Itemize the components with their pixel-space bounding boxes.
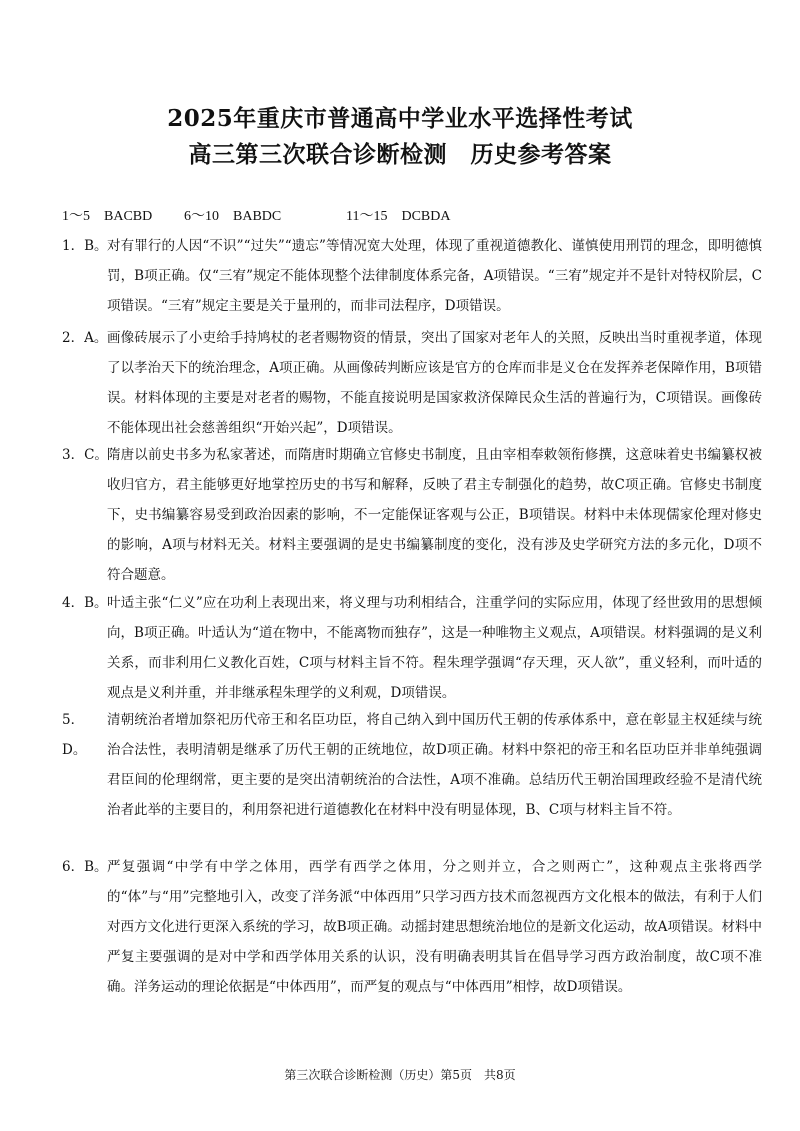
page-footer: 第三次联合诊断检测（历史）第5页 共8页 — [284, 1068, 516, 1082]
question-text: 隋唐以前史书多为私家著述，而隋唐时期确立官修史书制度，且由宰相奉敕领衔修撰，这意味着史书编纂权被收归官方，君主能够更好地掌控历史的书写和解释，反映了君主专制强化的趋势，故C项正确。官修史书制度下，史书编纂容易受到政治因素的影响，不一定能保证客观与公正，B项错误。材料中未体现儒家伦理对修史的影响，A项与材料无关。材料主要强调的是史书编纂制度的变化，没有涉及史学研究方法的多元化，D项不符合题意。 — [107, 447, 762, 583]
question-text: 严复强调“中学有中学之体用，西学有西学之体用，分之则并立，合之则两亡”，这种观点主张将西学的“体”与“用”完整地引入，改变了洋务派“中体西用”只学习西方技术而忽视西方文化根本的做法，有利于人们对西方文化进行更深入系统的学习，故B项正确。动摇封建思想统治地位的是新文化运动，故A项错误。材料中严复主要强调的是对中学和西学体用关系的认识，没有明确表明其旨在倡导学习西方政治制度，故C项不准确。洋务运动的理论依据是“中体西用”，而严复的观点与“中体西用”相悖，故D项错误。 — [107, 859, 762, 995]
question-explanation-1 — [62, 231, 762, 321]
question-text: 叶适主张“仁义”应在功利上表现出来，将义理与功利相结合，注重学问的实际应用，体现了经世致用的思想倾向，B项正确。叶适认为“道在物中，不能离物而独存”，这是一种唯物主义观点，A项错误。材料强调的是义利关系，而非利用仁义教化百姓，C项与材料主旨不符。程朱理学强调“存天理，灭人欲”，重义轻利，而叶适的观点是义利并重，并非继承程朱理学的义利观，D项错误。 — [107, 595, 762, 701]
answer-key-group-1: 1～5 BACBD — [62, 209, 153, 224]
question-explanation-3 — [62, 440, 762, 590]
question-explanation-4 — [62, 588, 762, 708]
question-explanation-6 — [62, 852, 762, 1002]
question-number: 2．A。 — [62, 330, 108, 346]
answer-key — [62, 205, 451, 225]
exam-subtitle: 高三第三次联合诊断检测 历史参考答案 — [188, 141, 612, 168]
answer-key-group-2: 6～10 BABDC — [184, 209, 282, 224]
question-number: 6．B。 — [62, 859, 108, 875]
question-number: 5．D。 — [62, 712, 87, 758]
question-number: 1．B。 — [62, 238, 108, 254]
question-text: 对有罪行的人因“不识”“过失”“遗忘”等情况宽大处理，体现了重视道德教化、谨慎使用刑罚的理念，即明德慎罚，B项正确。仅“三宥”规定不能体现整个法律制度体系完备，A项错误。“三宥”规定并不是针对特权阶层，C项错误。“三宥”规定主要是关于量刑的，而非司法程序，D项错误。 — [107, 238, 762, 314]
exam-title: 2025年重庆市普通高中学业水平选择性考试 — [167, 105, 633, 132]
question-explanation-5 — [62, 705, 762, 825]
question-text: 画像砖展示了小吏给手持鸠杖的老者赐物资的情景，突出了国家对老年人的关照，反映出当时重视孝道，体现了以孝治天下的统治理念，A项正确。从画像砖判断应该是官方的仓库而非是义仓在发挥养老保障作用，B项错误。材料体现的主要是对老者的赐物，不能直接说明是国家救济保障民众生活的普遍行为，C项错误。画像砖不能体现出社会慈善组织“开始兴起”，D项错误。 — [107, 330, 762, 436]
question-number: 4．B。 — [62, 595, 108, 611]
question-explanation-2 — [62, 323, 762, 443]
question-text: 清朝统治者增加祭祀历代帝王和名臣功臣，将自己纳入到中国历代王朝的传承体系中，意在彰显主权延续与统治合法性，表明清朝是继承了历代王朝的正统地位，故D项正确。材料中祭祀的帝王和名臣功臣并非单纯强调君臣间的伦理纲常，更主要的是突出清朝统治的合法性，A项不准确。总结历代王朝治国理政经验不是清代统治者此举的主要目的，利用祭祀进行道德教化在材料中没有明显体现，B、C项与材料主旨不符。 — [107, 712, 762, 818]
answer-key-group-3: 11～15 DCBDA — [346, 209, 451, 224]
question-number: 3．C。 — [62, 447, 108, 463]
